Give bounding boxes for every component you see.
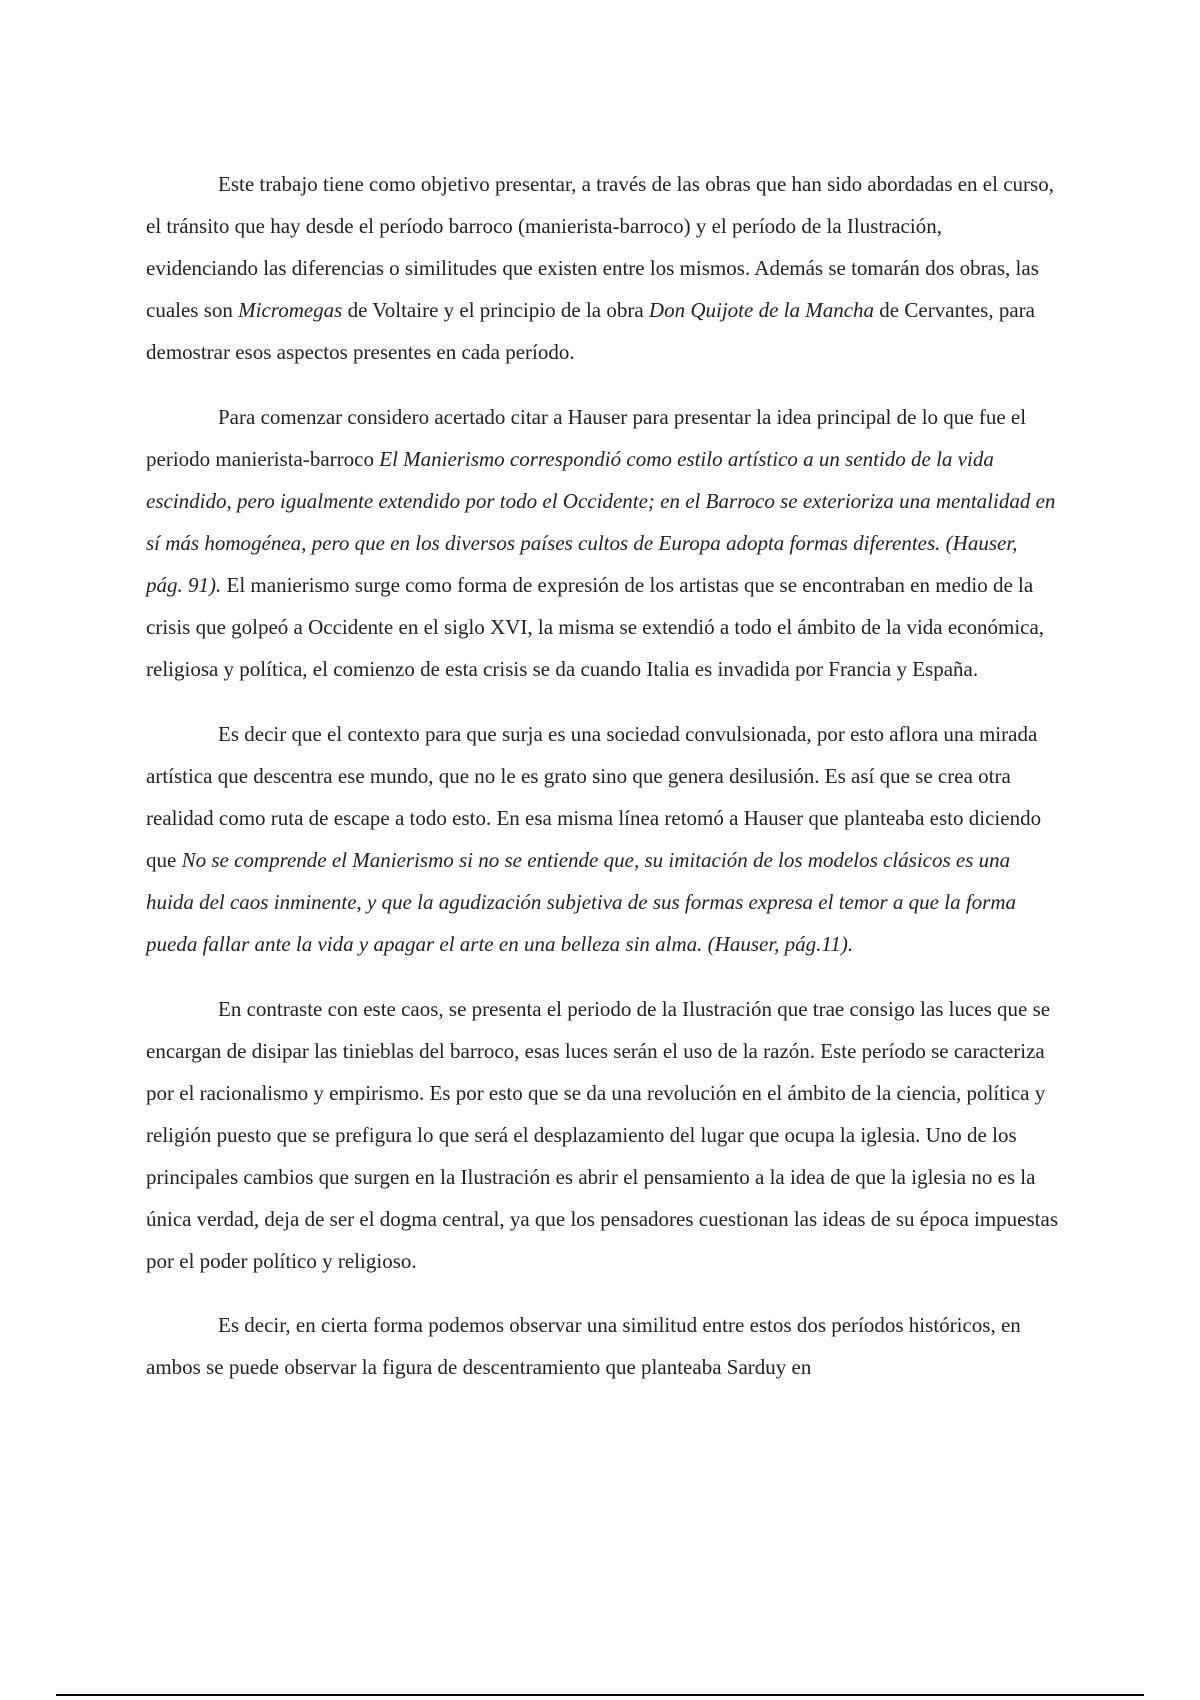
paragraph-3-text: Es decir que el contexto para que surja es una sociedad convulsionada, por esto aflora una mirada artística que descentra ese mundo, que no le es grato sino que genera desilusión. Es así que se crea otra realidad como ruta de escape a todo esto. En esa misma línea retomó a Hauser que planteaba esto diciendo que [146,722,1042,872]
paragraph-2-text: El manierismo surge como forma de expresión de los artistas que se encontraban en medio de la crisis que golpeó a Occidente en el siglo XVI, la misma se extendió a todo el ámbito de la vida económica, religiosa y política, el comienzo de esta crisis se da cuando Italia es invadida por Francia y España. [146,573,1045,681]
work-title-don-quijote: Don Quijote de la Mancha [648,298,875,322]
document-body [146,163,1058,1411]
hauser-quote: El Manierismo correspondió como estilo artístico a un sentido de la vida escindido, pero igualmente extendido por todo el Occidente; en el Barroco se exterioriza una mentalidad en sí más homogénea, pero que en los diversos países cultos de Europa adopta formas diferentes. (Hauser, pág. 91). [146,447,1056,597]
paragraph-5 [146,1304,1058,1388]
paragraph-3 [146,713,1058,965]
paragraph-5-text: Es decir, en cierta forma podemos observar una similitud entre estos dos períodos históricos, en ambos se puede observar la figura de descentramiento que planteaba Sarduy en [146,1313,1021,1379]
paragraph-4 [146,988,1058,1282]
paragraph-2 [146,396,1058,690]
footer-rule [56,1694,1144,1696]
paragraph-2-text: Para comenzar considero acertado citar a Hauser para presentar la idea principal de lo que fue el periodo manierista-barroco [146,405,1027,471]
hauser-quote: No se comprende el Manierismo si no se entiende que, su imitación de los modelos clásicos es una huida del caos inminente, y que la agudización subjetiva de sus formas expresa el temor a que la forma pueda fallar ante la vida y apagar el arte en una belleza sin alma. (Hauser, pág.11). [146,848,1017,956]
paragraph-1 [146,163,1058,373]
paragraph-1-text: de Cervantes, para demostrar esos aspectos presentes en cada período. [146,298,1035,364]
paragraph-4-text: En contraste con este caos, se presenta el periodo de la Ilustración que trae consigo las luces que se encargan de disipar las tinieblas del barroco, esas luces serán el uso de la razón. Este período se caracteriza por el racionalismo y empirismo. Es por esto que se da una revolución en el ámbito de la ciencia, política y religión puesto que se prefigura lo que será el desplazamiento del lugar que ocupa la iglesia. Uno de los principales cambios que surgen en la Ilustración es abrir el pensamiento a la idea de que la iglesia no es la única verdad, deja de ser el dogma central, ya que los pensadores cuestionan las ideas de su época impuestas por el poder político y religioso. [146,997,1059,1273]
paragraph-1-text: de Voltaire y el principio de la obra [342,298,649,322]
work-title-micromegas: Micromegas [238,298,343,322]
paragraph-1-text: Este trabajo tiene como objetivo presentar, a través de las obras que han sido abordadas en el curso, el tránsito que hay desde el período barroco (manierista-barroco) y el período de la Ilustración, evidenciando las diferencias o similitudes que existen entre los mismos. Además se tomarán dos obras, las cuales son [146,172,1054,322]
